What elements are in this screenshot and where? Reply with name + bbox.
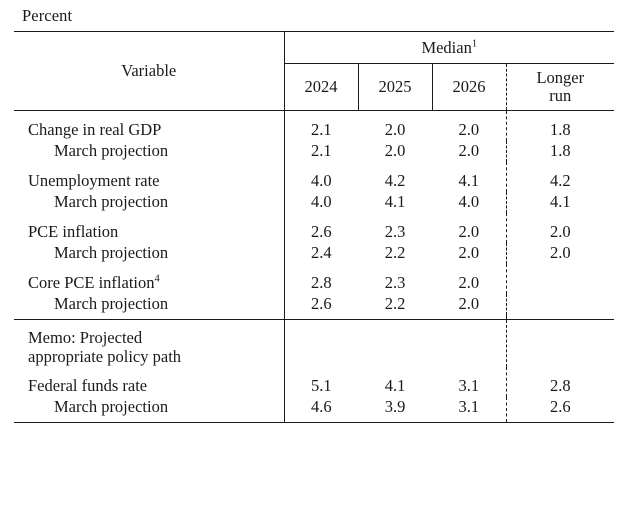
memo-heading-blank xyxy=(432,319,506,366)
row-value: 2.3 xyxy=(384,273,406,293)
economic-projections-table xyxy=(14,31,614,423)
row-value: 3.9 xyxy=(358,397,432,423)
row-value: 2.8 xyxy=(506,367,614,397)
row-value: 1.8 xyxy=(506,141,614,162)
table-row xyxy=(14,110,614,141)
header-median xyxy=(284,32,614,64)
row-value: 2.0 xyxy=(458,222,480,242)
row-value: 2.0 xyxy=(358,110,432,141)
header-col-2024: 2024 xyxy=(284,64,358,111)
row-value: 3.1 xyxy=(432,397,506,423)
row-value: 4.1 xyxy=(506,192,614,213)
units-label: Percent xyxy=(22,6,73,25)
row-value: 2.0 xyxy=(458,294,480,314)
row-value: 4.1 xyxy=(384,376,406,396)
table-row xyxy=(14,294,614,315)
row-label: March projection xyxy=(54,192,169,212)
row-value: 2.2 xyxy=(384,294,406,314)
memo-heading-blank xyxy=(358,319,432,366)
header-col-2026: 2026 xyxy=(432,64,506,111)
header-median-footnote: 1 xyxy=(471,38,478,50)
row-value: 4.0 xyxy=(458,192,480,212)
row-value: 4.6 xyxy=(284,397,358,423)
row-label-footnote: 4 xyxy=(154,273,160,285)
table-row xyxy=(14,213,614,243)
row-label: March projection xyxy=(54,243,169,263)
header-col-2025: 2025 xyxy=(358,64,432,111)
table-row xyxy=(14,141,614,162)
header-longer-run-line1: Longer xyxy=(536,68,585,87)
row-value: 2.1 xyxy=(284,110,358,141)
row-value: 2.1 xyxy=(284,141,358,162)
row-value: 4.2 xyxy=(506,162,614,192)
row-label: March projection xyxy=(14,397,284,423)
header-longer-run-line2: run xyxy=(549,86,572,106)
row-value: 2.3 xyxy=(384,222,406,242)
row-value xyxy=(506,294,614,315)
row-value: 1.8 xyxy=(506,110,614,141)
row-value: 5.1 xyxy=(284,367,358,397)
row-value: 2.2 xyxy=(384,243,406,263)
row-label: March projection xyxy=(54,294,169,314)
row-label: PCE inflation xyxy=(28,222,119,242)
row-label: Federal funds rate xyxy=(28,376,148,396)
table-row xyxy=(14,367,614,397)
table-row xyxy=(14,192,614,213)
row-value: 2.6 xyxy=(506,397,614,423)
row-value: 2.4 xyxy=(284,243,358,264)
table-row xyxy=(14,397,614,423)
table-row xyxy=(14,243,614,264)
row-value: 2.8 xyxy=(284,264,358,294)
row-label-text: Core PCE inflation xyxy=(28,273,155,293)
memo-heading-line1: Memo: Projected xyxy=(28,327,143,347)
table-row xyxy=(14,162,614,192)
row-value: 2.6 xyxy=(284,213,358,243)
row-value: 2.0 xyxy=(458,141,480,161)
header-variable: Variable xyxy=(14,32,284,111)
row-value: 4.2 xyxy=(384,171,406,191)
memo-heading-blank xyxy=(284,319,358,366)
row-value xyxy=(506,264,614,294)
row-value: 2.0 xyxy=(432,110,506,141)
header-col-longer-run xyxy=(506,64,614,111)
row-value: 2.0 xyxy=(506,213,614,243)
row-value: 2.0 xyxy=(384,141,406,161)
row-label xyxy=(14,264,284,294)
table-row xyxy=(14,264,614,294)
row-label: Change in real GDP xyxy=(14,110,284,141)
row-value: 2.6 xyxy=(284,294,358,315)
memo-heading xyxy=(14,319,284,366)
row-value: 4.1 xyxy=(384,192,406,212)
row-label: Unemployment rate xyxy=(28,171,160,191)
row-value: 2.0 xyxy=(506,243,614,264)
memo-heading-row xyxy=(14,319,614,366)
row-value: 4.0 xyxy=(284,192,358,213)
row-value: 2.0 xyxy=(458,273,480,293)
row-value: 4.1 xyxy=(458,171,480,191)
row-value: 2.0 xyxy=(458,243,480,263)
header-median-label: Median xyxy=(421,38,472,57)
memo-heading-blank xyxy=(506,319,614,366)
row-value: 3.1 xyxy=(458,376,480,396)
row-value: 4.0 xyxy=(284,162,358,192)
memo-heading-line2: appropriate policy path xyxy=(28,347,182,367)
table-header-row-median xyxy=(14,32,614,64)
row-label: March projection xyxy=(54,141,169,161)
